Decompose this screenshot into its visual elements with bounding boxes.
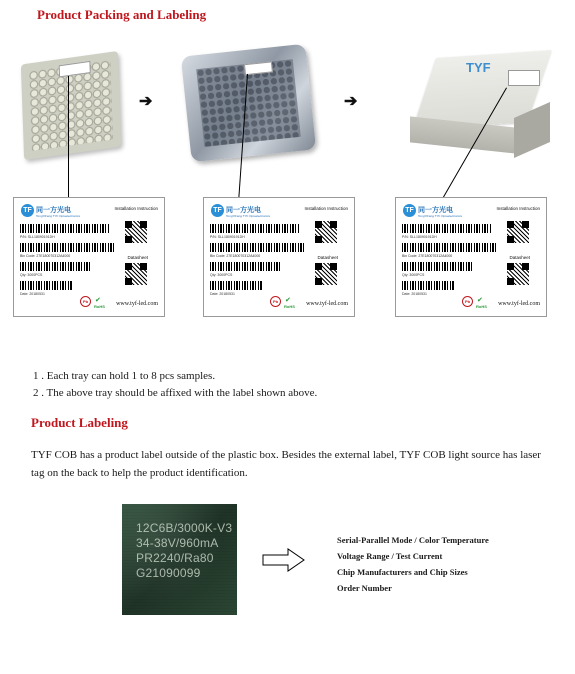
label-instruction: Installation Instruction	[114, 206, 158, 211]
no-lead-icon: Pb	[80, 296, 91, 307]
tyf-logo-icon: TF	[21, 204, 34, 217]
rohs-badge: RoHS	[476, 304, 487, 309]
feature-item: Voltage Range / Test Current	[337, 551, 443, 561]
labeling-paragraph: TYF COB has a product label outside of the plastic box. Besides the external label, TYF COB light source has laser tag on the back to help the product identification.	[31, 449, 541, 479]
qr-code-datasheet	[506, 262, 530, 286]
label-url: www.tyf-led.com	[306, 301, 348, 307]
label-url: www.tyf-led.com	[498, 301, 540, 307]
rohs-check-icon: ✔	[477, 297, 483, 304]
no-lead-icon: Pb	[270, 296, 281, 307]
label-pn: P/N: SLL18090191DH	[402, 235, 437, 239]
barcode	[20, 281, 72, 290]
label-pn: P/N: SLL18090191DH	[210, 235, 245, 239]
label-pn: P/N: SLL18090191DH	[20, 235, 55, 239]
tyf-logo-icon: TF	[403, 204, 416, 217]
connector-line	[68, 76, 69, 202]
label-brand-sub: TongYiFang TYF Optoelectronics	[226, 214, 271, 218]
box-label-sticker	[508, 70, 540, 86]
product-label-card	[203, 197, 355, 317]
laser-tag-line: PR2240/Ra80	[136, 551, 214, 565]
label-brand-sub: TongYiFang TYF Optoelectronics	[418, 214, 463, 218]
arrow-right-icon: ➔	[139, 93, 153, 110]
label-datasheet: Datasheet	[317, 255, 338, 260]
label-bin: Bin Code: 27E180070312A4000	[402, 254, 453, 258]
feature-item: Serial-Parallel Mode / Color Temperature	[337, 535, 489, 545]
hollow-arrow-right-icon	[262, 547, 306, 573]
label-url: www.tyf-led.com	[116, 301, 158, 307]
barcode	[402, 262, 472, 271]
label-brand: 同一方光电	[36, 207, 71, 214]
tyf-logo-icon: TF	[211, 204, 224, 217]
label-brand: 同一方光电	[418, 207, 453, 214]
barcode	[210, 224, 300, 233]
barcode	[402, 281, 454, 290]
note-1: 1 . Each tray can hold 1 to 8 pcs samples.	[33, 370, 216, 382]
label-datasheet: Datasheet	[509, 255, 530, 260]
barcode	[20, 224, 110, 233]
product-label-card	[395, 197, 547, 317]
box-photo	[404, 48, 554, 166]
feature-item: Order Number	[337, 583, 392, 593]
label-qty: Qty: 3000PCS	[402, 273, 425, 277]
laser-tag-photo	[122, 504, 237, 615]
laser-tag-line: 12C6B/3000K-V3	[136, 521, 233, 535]
feature-item: Chip Manufacturers and Chip Sizes	[337, 567, 468, 577]
qr-code-install	[314, 220, 338, 244]
rohs-badge: RoHS	[94, 304, 105, 309]
laser-tag-line: G21090099	[136, 566, 201, 580]
label-date: Date: 20180531	[210, 292, 235, 296]
barcode	[402, 224, 492, 233]
section-title-labeling: Product Labeling	[31, 415, 128, 430]
label-date: Date: 20180531	[20, 292, 45, 296]
tray-photo	[21, 51, 121, 160]
box-brand-text: TYF	[466, 60, 491, 75]
qr-code-install	[124, 220, 148, 244]
barcode	[210, 243, 305, 252]
label-datasheet: Datasheet	[127, 255, 148, 260]
label-bin: Bin Code: 27E180070312A4000	[20, 254, 71, 258]
rohs-badge: RoHS	[284, 304, 295, 309]
note-2: 2 . The above tray should be affixed with the label shown above.	[33, 387, 318, 399]
label-date: Date: 20180531	[402, 292, 427, 296]
label-instruction: Installation Instruction	[304, 206, 348, 211]
barcode	[402, 243, 497, 252]
label-instruction: Installation Instruction	[496, 206, 540, 211]
barcode	[20, 262, 90, 271]
barcode	[210, 262, 280, 271]
qr-code-datasheet	[314, 262, 338, 286]
rohs-check-icon: ✔	[95, 297, 101, 304]
qr-code-install	[506, 220, 530, 244]
label-brand: 同一方光电	[226, 207, 261, 214]
no-lead-icon: Pb	[462, 296, 473, 307]
rohs-check-icon: ✔	[285, 297, 291, 304]
arrow-right-icon: ➔	[344, 93, 358, 110]
label-qty: Qty: 3000PCS	[20, 273, 43, 277]
product-label-card	[13, 197, 165, 317]
qr-code-datasheet	[124, 262, 148, 286]
barcode	[210, 281, 262, 290]
label-bin: Bin Code: 27E180070312A4000	[210, 254, 261, 258]
label-brand-sub: TongYiFang TYF Optoelectronics	[36, 214, 81, 218]
laser-tag-line: 34-38V/960mA	[136, 536, 219, 550]
label-qty: Qty: 3000PCS	[210, 273, 233, 277]
section-title-packing: Product Packing and Labeling	[37, 7, 207, 22]
bagged-tray-photo	[181, 44, 316, 162]
barcode	[20, 243, 115, 252]
